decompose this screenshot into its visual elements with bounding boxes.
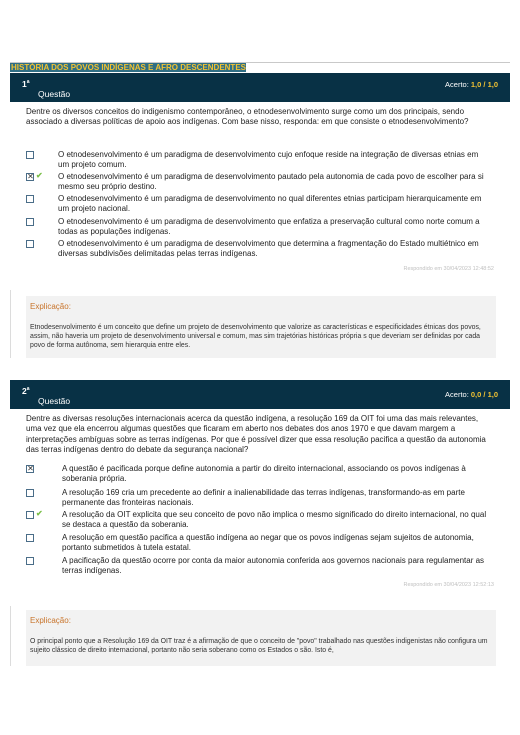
option-text: O etnodesenvolvimento é um paradigma de desenvolvimento pautado pela autonomia de cada povo de escolher para si mesmo seu próprio destino. <box>58 172 484 192</box>
option-text: A resolução da OIT explicita que seu conceito de povo não implica o mesmo significado do direito internacional, no qual se destaca a questão da soberania. <box>62 510 487 530</box>
question-word: Questão <box>38 396 71 406</box>
x-mark-icon: ✕ <box>27 464 34 473</box>
option-text: A resolução em questão pacifica a questão indígena ao negar que os povos indígenas sejam sujeitos de autonomia, portanto submetidos à tutela estatal. <box>62 533 474 553</box>
explanation-text: O principal ponto que a Resolução 169 da OIT traz é a afirmação de que o conceito de "povo" trabalhado nas questões indigenistas não configura um sujeito clássico de direito internacional, portanto não seria soberano como os Estados o são. Isto é, <box>30 638 488 655</box>
option-checkbox[interactable] <box>26 151 34 159</box>
explanation-text: Etnodesenvolvimento é um conceito que define um projeto de desenvolvimento que valorize as características e especificidades étnicas dos povos, assim, não haveria um projeto de desenvolvimento universal e comum, mas sim trajetórias históricas própria s que deveriam ser definidas por cada povo de forma autônoma, sem hierarquia entre eles. <box>30 324 481 350</box>
question-word: Questão <box>38 89 71 99</box>
option-text: O etnodesenvolvimento é um paradigma de desenvolvimento que determina a fragmentação do Estado multiétnico em diversas subdivisões delimitadas pelas terras indígenas. <box>58 239 479 259</box>
check-icon: ✔ <box>36 171 43 180</box>
question-number: 2$^a$ <box>22 386 30 396</box>
option-checkbox[interactable] <box>26 465 34 473</box>
option-text: A pacificação da questão ocorre por conta da maior autonomia conferida aos governos nacionais para regulamentar as terras indígenas. <box>62 556 485 576</box>
explanation-title: Explicação: <box>30 302 71 311</box>
option-text: O etnodesenvolvimento é um paradigma de desenvolvimento no qual diferentes etnias participam hierarquicamente em um projeto nacional. <box>58 194 482 214</box>
option-text: O etnodesenvolvimento é um paradigma de desenvolvimento que enfatiza a preservação cultural como norte comum a todas as populações indígenas. <box>58 217 480 237</box>
question-2-explanation <box>26 610 496 666</box>
option-checkbox[interactable] <box>26 511 34 519</box>
score: Acerto: 1,0 / 1,0 <box>445 80 498 89</box>
course-title: HISTÓRIA DOS POVOS INDÍGENAS E AFRO DESCENDENTES <box>11 63 246 72</box>
option-checkbox[interactable] <box>26 489 34 497</box>
question-1-explanation <box>26 296 496 358</box>
response-time: Respondido em 30/04/2023 12:52:13 <box>403 582 494 588</box>
x-mark-icon: ✕ <box>27 172 34 181</box>
question-1-header <box>10 73 510 102</box>
question-2-text: Dentre as diversas resoluções internacionais acerca da questão indígena, a resolução 169 da OIT foi uma das mais relevantes, uma vez que ela encerrou algumas questões que ficaram em aberto nos debates dos anos 1970 e que davam margem a interpretações ambíguas sobre as terras indígenas. Por que é possível dizer que essa resolução pacifica a questão da autonomia das terras indígenas dentro do debate da segurança nacional? <box>26 414 486 455</box>
option-checkbox[interactable] <box>26 240 34 248</box>
option-checkbox[interactable] <box>26 534 34 542</box>
explanation-title: Explicação: <box>30 616 71 625</box>
response-time: Respondido em 30/04/2023 12:48:52 <box>403 266 494 272</box>
divider <box>10 606 11 666</box>
question-2-header <box>10 380 510 409</box>
score: Acerto: 0,0 / 1,0 <box>445 390 498 399</box>
divider <box>10 290 11 358</box>
option-text: O etnodesenvolvimento é um paradigma de desenvolvimento cujo enfoque reside na integração de diversas etnias em um projeto comum. <box>58 150 479 170</box>
question-number: 1$^a$ <box>22 79 30 89</box>
option-checkbox[interactable] <box>26 195 34 203</box>
option-checkbox[interactable] <box>26 173 34 181</box>
option-text: A resolução 169 cria um precedente ao definir a inalienabilidade das terras indígenas, transformando-as em parte permanente das fronteiras nacionais. <box>62 488 465 508</box>
option-checkbox[interactable] <box>26 557 34 565</box>
check-icon: ✔ <box>36 509 43 518</box>
question-1-text: Dentre os diversos conceitos do indigenismo contemporâneo, o etnodesenvolvimento surge como um dos principais, sendo associado a diversas políticas de apoio aos indígenas. Com base nisso, responda: em que consiste o etnodesenvolvimento? <box>26 107 469 127</box>
option-checkbox[interactable] <box>26 218 34 226</box>
option-text: A questão é pacificada porque define autonomia a partir do direito internacional, associando os povos indígenas à soberania própria. <box>62 464 466 484</box>
